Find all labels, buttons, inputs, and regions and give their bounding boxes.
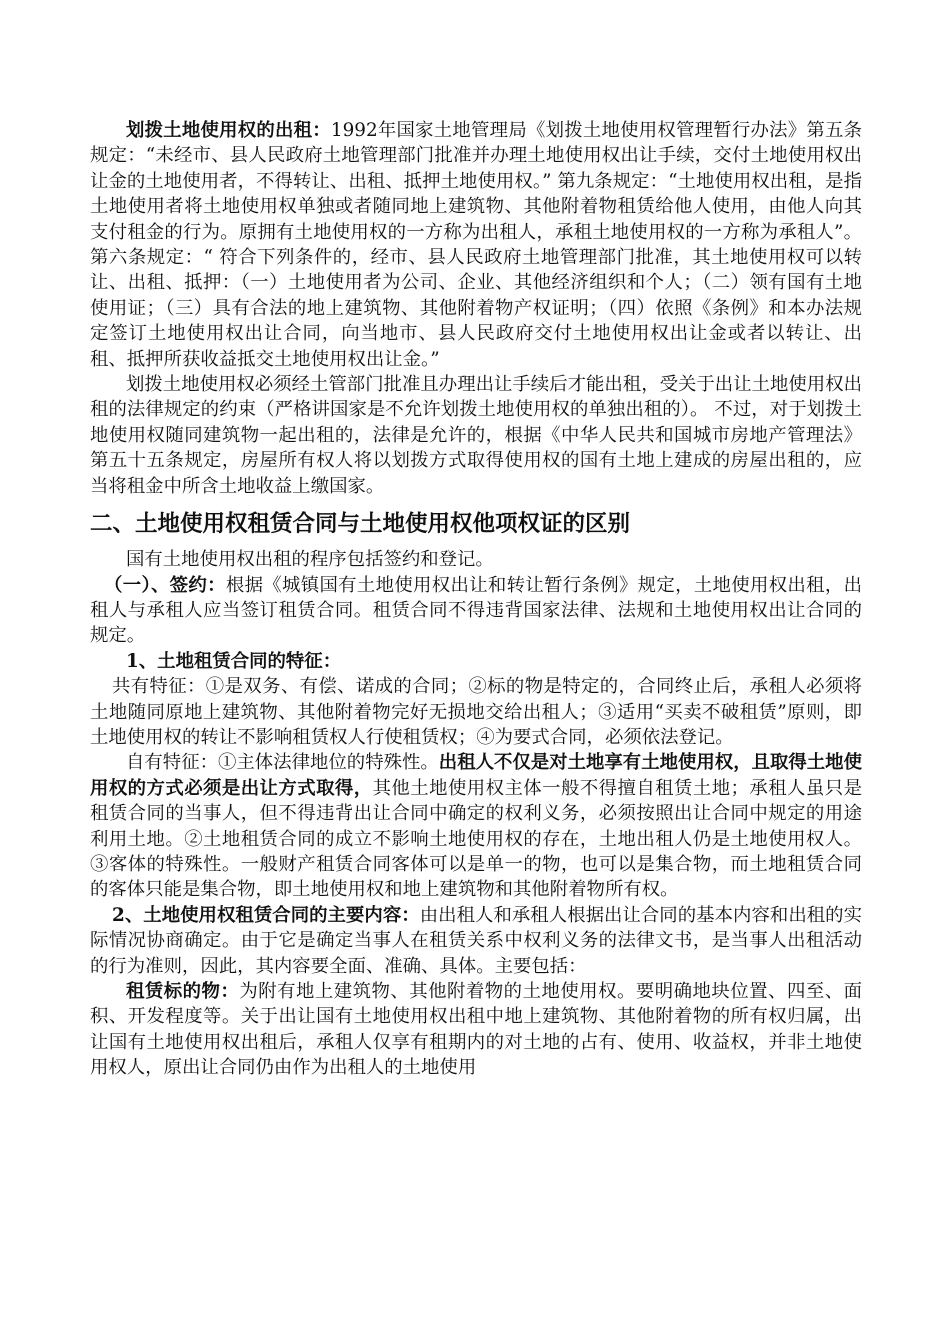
paragraph-text: 其他土地使用权主体一般不得擅自租赁土地；承租人虽只是租赁合同的当事人，但不得违背出让合同中确定的权利义务，必须按照出让合同中规定的用途利用土地。②土地租赁合同的成立不影响土地使用权的存在，土地出租人仍是土地使用权人。③客体的特殊性。一般财产租赁合同客体可以是单一的物，也可以是集合物，而土地租赁合同的客体只能是集合物，即土地使用权和地上建筑物和其他附着物所有权。 <box>90 777 862 901</box>
bold-lead: 划拨土地使用权的出租： <box>126 120 331 141</box>
document-page <box>90 118 862 1081</box>
paragraph-procedure <box>90 547 862 572</box>
paragraph-text: 国有土地使用权出租的程序包括签约和登记。 <box>126 549 494 571</box>
bold-lead: 1、土地租赁合同的特征： <box>126 650 342 672</box>
paragraph-text: 共有特征：①是双务、有偿、诺成的合同；②标的物是特定的，合同终止后，承租人必须将土地随同原地上建筑物、其他附着物完好无损地交给出租人；③适用“买卖不破租赁”原则，即土地使用权的转让不影响租赁权人行使租赁权；④为要式合同，必须依法登记。 <box>90 676 862 748</box>
bold-lead: 租赁标的物： <box>126 981 240 1002</box>
paragraph-signing <box>90 573 862 649</box>
paragraph-allocated-land-leasing <box>90 118 862 372</box>
paragraph-text: 自有特征：①主体法律地位的特殊性。 <box>126 752 439 774</box>
paragraph-common-features <box>90 674 862 750</box>
paragraph-main-contents <box>90 903 862 979</box>
bold-emphasis: 出租人不仅是对土地享有土地使用权，且取得土地使用权的方式必须是出让方式取得， <box>90 752 862 799</box>
paragraph-text: 由出租人和承租人根据出让合同的基本内容和出租的实际情况协商确定。由于它是确定当事人在租赁关系中权利义务的法律文书，是当事人出租活动的行为准则，因此，其内容要全面、准确、具体。主要包括： <box>90 904 862 977</box>
paragraph-text: 根据《城镇国有土地使用权出让和转让暂行条例》规定，土地使用权出租，出租人与承租人应当签订租赁合同。租赁合同不得违背国家法律、法规和土地使用权出让合同的规定。 <box>90 574 862 647</box>
paragraph-text: 划拨土地使用权必须经土管部门批准且办理出让手续后才能出租，受关于出让土地使用权出租的法律规定的约束（严格讲国家是不允许划拨土地使用权的单独出租的）。 不过，对于划拨土地使用权随同建筑物一起出租的，法律是允许的，根据《中华人民共和国城市房地产管理法》第五十五条规定，房屋所有权人将以划拨方式取得使用权的国有土地上建成的房屋出租的，应当将租金中所含土地收益上缴国家。 <box>90 374 862 497</box>
paragraph-lease-subject <box>90 979 862 1081</box>
bold-lead: 2、土地使用权租赁合同的主要内容： <box>112 904 420 926</box>
subheading-contract-features <box>90 649 862 674</box>
paragraph-text: 为附有地上建筑物、其他附着物的土地使用权。要明确地块位置、四至、面积、开发程度等。关于出让国有土地使用权出租中地上建筑物、其他附着物的所有权归属，出让国有土地使用权出租后，承租人仅享有租期内的对土地的占有、使用、收益权，并非土地使用权人，原出让合同仍由作为出租人的土地使用 <box>90 981 862 1079</box>
paragraph-own-features <box>90 750 862 902</box>
paragraph-text: 1992年国家土地管理局《划拨土地使用权管理暂行办法》第五条规定：“未经市、县人民政府土地管理部门批准并办理土地使用权出让手续，交付土地使用权出让金的土地使用者，不得转让、出租、抵押土地使用权。” 第九条规定：“土地使用权出租，是指土地使用者将土地使用权单独或者随同地上建筑物、其他附着物租赁给他人使用，由他人向其支付租金的行为。原拥有土地使用权的一方称为出租人，承租土地使用权的一方称为承租人”。第六条规定：“ 符合下列条件的，经市、县人民政府土地管理部门批准，其土地使用权可以转让、出租、抵押：（一）土地使用者为公司、企业、其他经济组织和个人；（二）领有国有土地使用证；（三）具有合法的地上建筑物、其他附着物产权证明；（四）依照《条例》和本办法规定签订土地使用权出让合同，向当地市、县人民政府交付土地使用权出让金或者以转让、出租、抵押所获收益抵交土地使用权出让金。” <box>90 120 862 370</box>
paragraph-approval-requirement <box>90 372 862 499</box>
bold-lead: （一）、签约： <box>104 574 226 596</box>
section-heading: 二、土地使用权租赁合同与土地使用权他项权证的区别 <box>90 511 631 538</box>
